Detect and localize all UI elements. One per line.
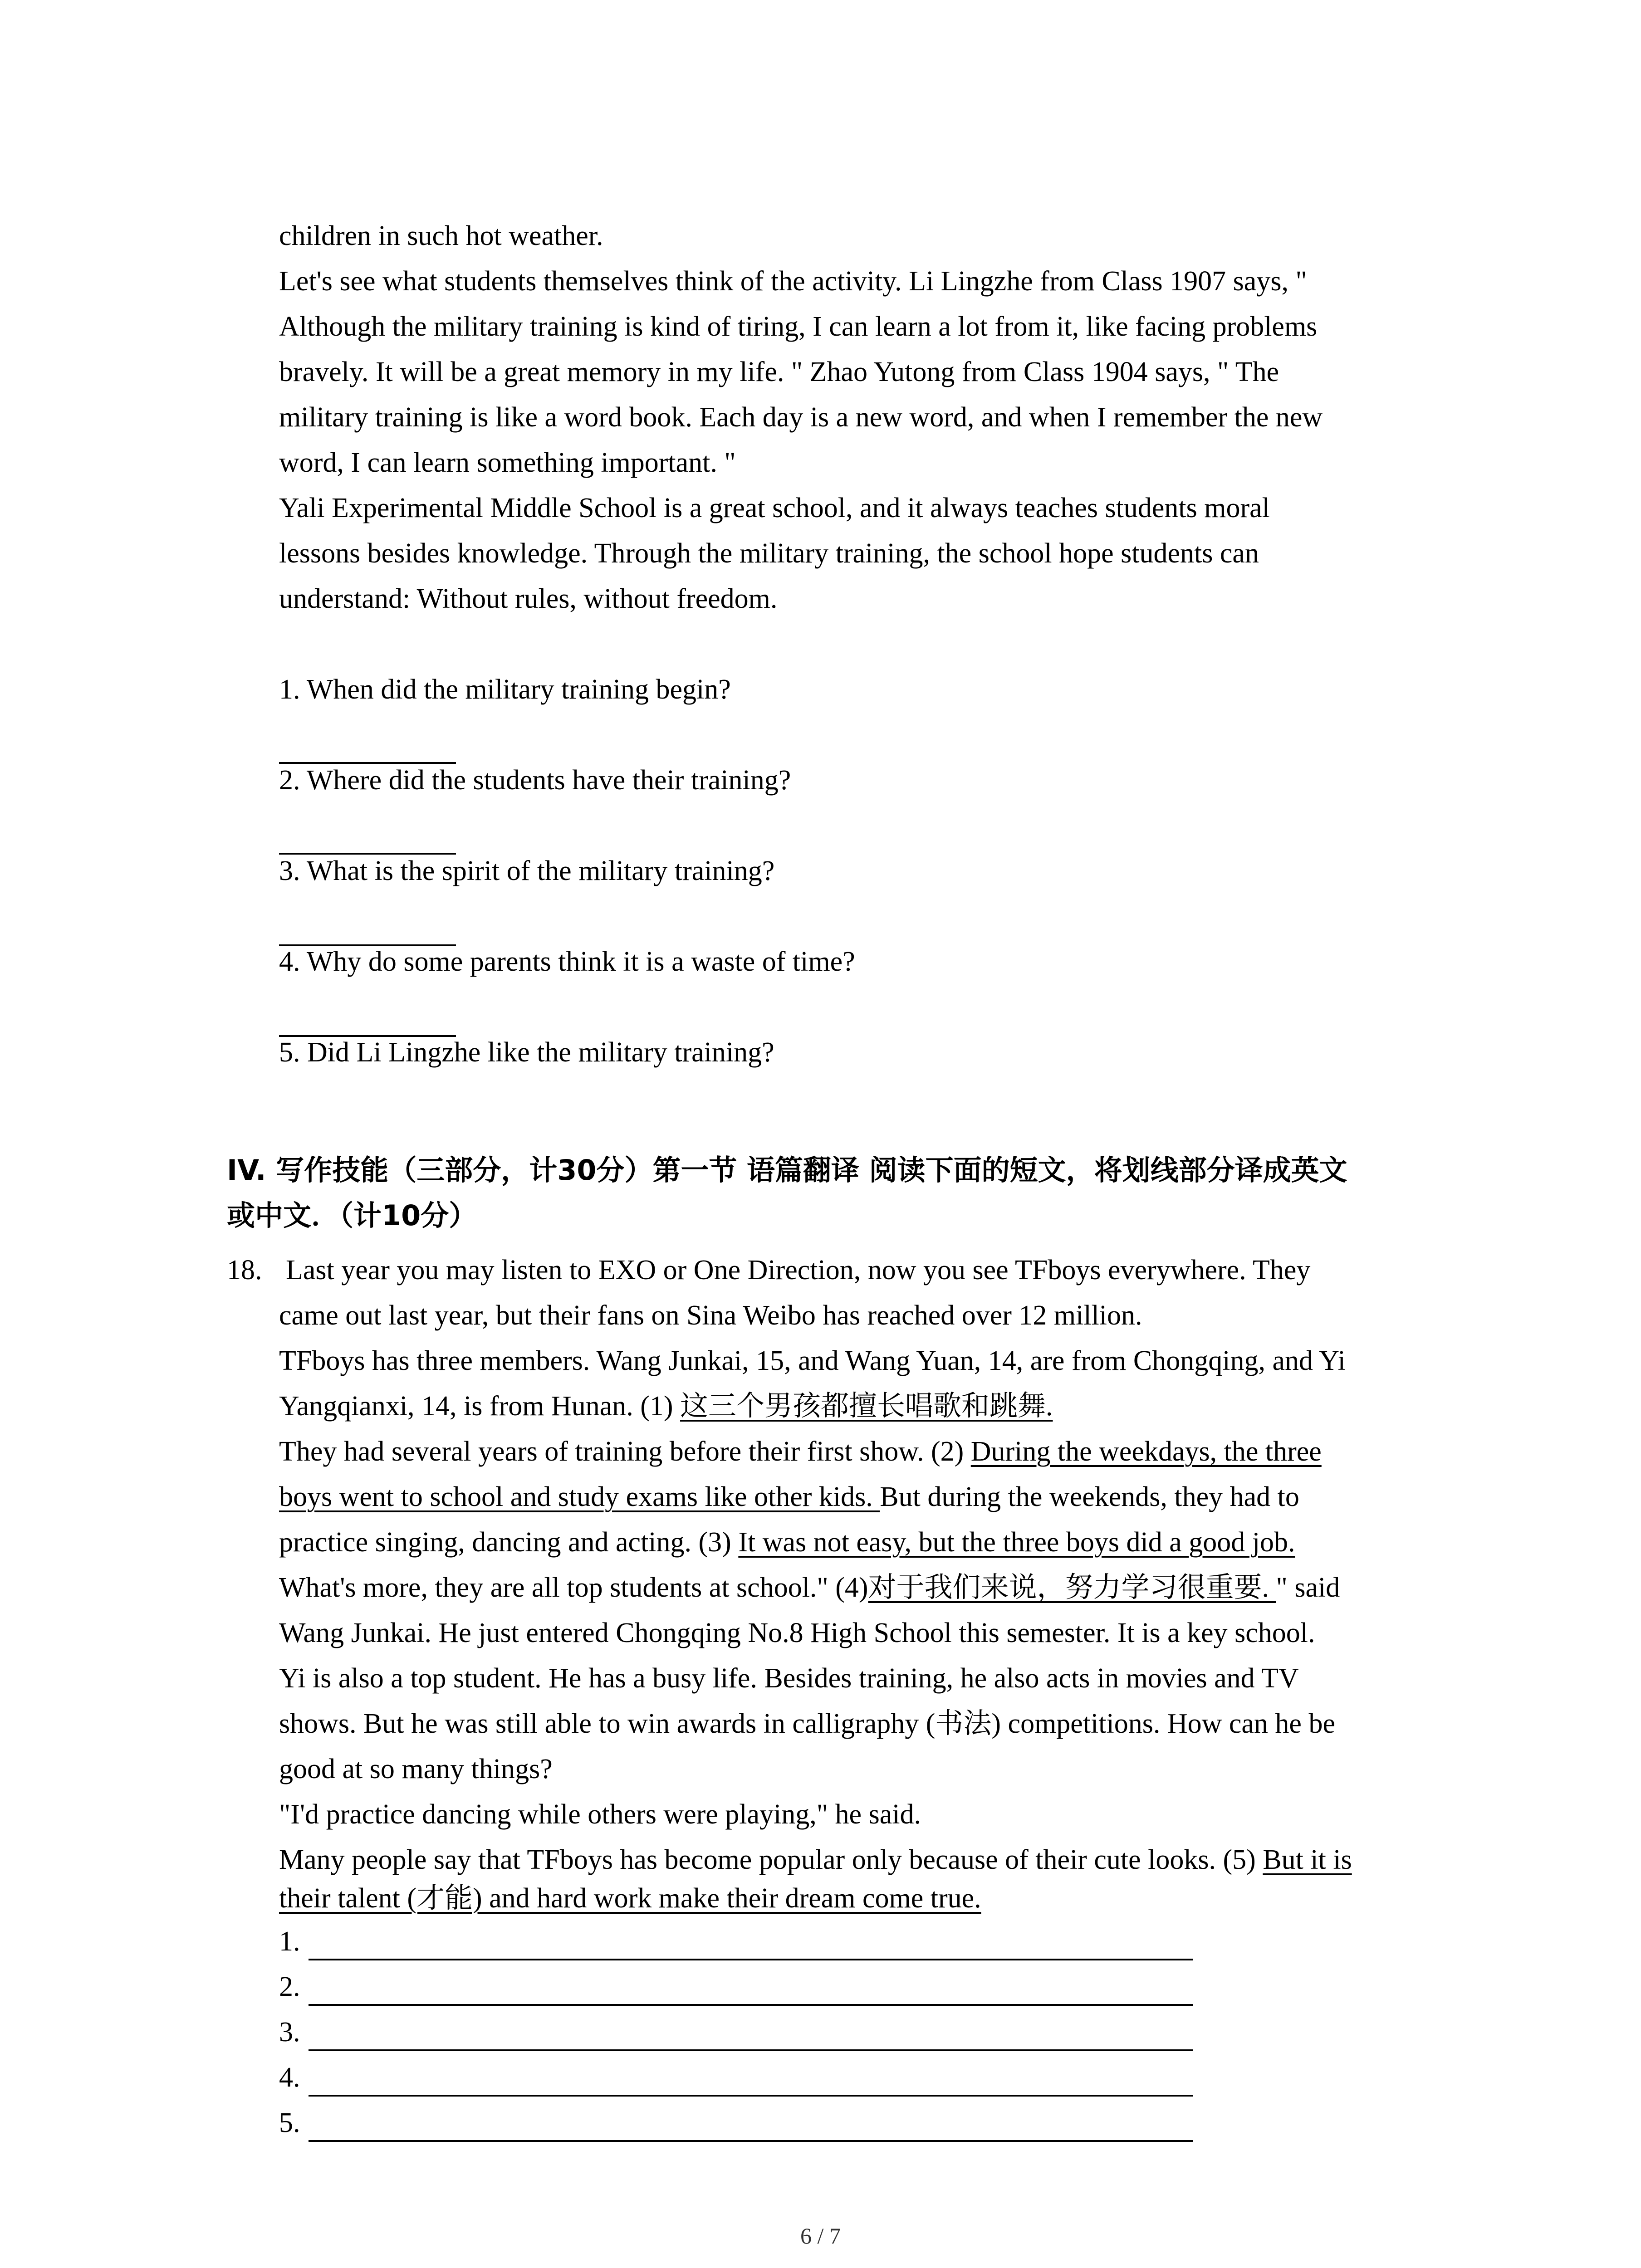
underlined-sentence-5-cont: their talent (才能) and hard work make their dream come true. [279,1883,981,1914]
passage-line: bravely. It will be a great memory in my life. " Zhao Yutong from Class 1904 says, " The [279,357,1279,387]
translation-passage-line [279,1565,1340,1610]
answer-line-5[interactable] [309,2140,1193,2142]
translation-passage-line [279,1429,1322,1474]
section-heading-cont: 或中文．（计10分） [227,1199,477,1232]
answer-label: 3. [279,2017,300,2048]
question-4: 4. Why do some parents think it is a waste of time? [279,946,855,977]
translation-passage-line: "I'd practice dancing while others were playing," he said. [279,1799,921,1830]
translation-passage-line: Last year you may listen to EXO or One Direction, now you see TFboys everywhere. They [286,1255,1311,1286]
answer-line-2[interactable] [309,2004,1193,2006]
passage-line: word, I can learn something important. " [279,447,736,478]
passage-line: Yali Experimental Middle School is a great school, and it always teaches students moral [279,493,1270,523]
passage-text: They had several years of training before their first show. (2) [279,1436,971,1467]
answer-label: 2. [279,1971,300,2002]
question-1: 1. When did the military training begin? [279,674,731,705]
translation-passage-line [279,1474,1299,1520]
underlined-sentence-3: It was not easy, but the three boys did a good job. [738,1527,1295,1558]
passage-text: Many people say that TFboys has become popular only because of their cute looks. (5) [279,1844,1263,1875]
question-3: 3. What is the spirit of the military training? [279,855,775,886]
passage-text: What's more, they are all top students at school." (4) [279,1572,868,1603]
underlined-sentence-5: But it is [1263,1844,1352,1875]
passage-text: Yangqianxi, 14, is from Hunan. (1) [279,1391,681,1422]
translation-passage-line: Wang Junkai. He just entered Chongqing No.8 High School this semester. It is a key school. [279,1618,1315,1648]
answer-line-4[interactable] [309,2095,1193,2097]
passage-text: But during the weekends, they had to [880,1481,1299,1512]
passage-line: lessons besides knowledge. Through the military training, the school hope students can [279,538,1259,569]
answer-label: 4. [279,2062,300,2093]
translation-passage-line: TFboys has three members. Wang Junkai, 15, and Wang Yuan, 14, are from Chongqing, and Yi [279,1345,1346,1376]
translation-passage-line [279,1520,1295,1565]
translation-passage-line [279,1876,981,1921]
page-number: 6 / 7 [800,2223,841,2248]
underlined-sentence-1: 这三个男孩都擅长唱歌和跳舞. [680,1391,1053,1422]
translation-passage-line [279,1383,1053,1429]
passage-text: " said [1276,1572,1340,1603]
translation-passage-line: shows. But he was still able to win awards in calligraphy (书法) competitions. How can he be [279,1708,1335,1739]
question-2: 2. Where did the students have their training? [279,765,791,796]
answer-label: 1. [279,1926,300,1957]
translation-passage-line: Yi is also a top student. He has a busy life. Besides training, he also acts in movies and TV [279,1663,1299,1694]
passage-line: military training is like a word book. Each day is a new word, and when I remember the new [279,402,1323,433]
question-number: 18. [227,1255,262,1286]
translation-passage-line: good at so many things? [279,1754,553,1784]
translation-passage-line: came out last year, but their fans on Sina Weibo has reached over 12 million. [279,1300,1142,1331]
passage-line: understand: Without rules, without freedom. [279,583,778,614]
passage-line: Although the military training is kind of tiring, I can learn a lot from it, like facing problems [279,311,1318,342]
underlined-sentence-2: During the weekdays, the three [970,1436,1322,1467]
passage-line: Let's see what students themselves think of the activity. Li Lingzhe from Class 1907 says, " [279,266,1307,297]
underlined-sentence-2-cont: boys went to school and study exams like other kids. [279,1481,880,1512]
answer-label: 5. [279,2107,300,2138]
passage-line: children in such hot weather. [279,220,603,251]
question-5: 5. Did Li Lingzhe like the military training? [279,1037,774,1068]
passage-text: practice singing, dancing and acting. (3) [279,1527,739,1558]
underlined-sentence-4: 对于我们来说，努力学习很重要. [868,1572,1276,1603]
answer-line-1[interactable] [309,1959,1193,1960]
section-heading: IV. 写作技能（三部分，计30分）第一节 语篇翻译 阅读下面的短文，将划线部分译成英文 [227,1154,1347,1187]
answer-line-3[interactable] [309,2049,1193,2051]
